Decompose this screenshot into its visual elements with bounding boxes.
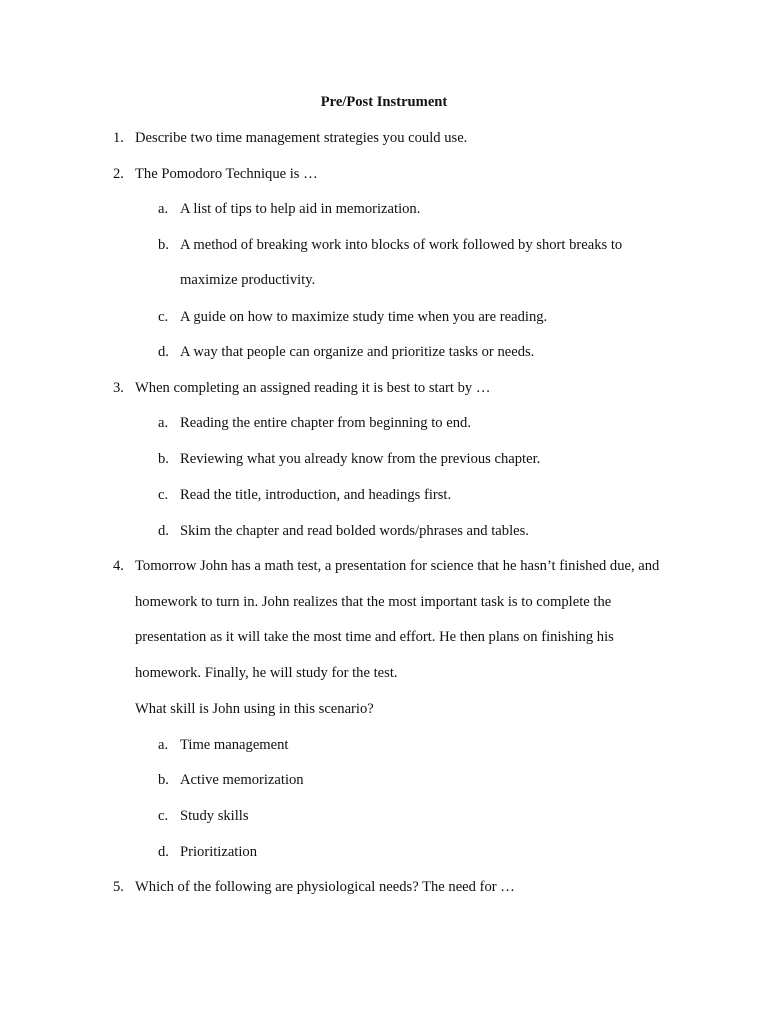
- option-letter: a.: [158, 415, 169, 431]
- question-number: 1.: [113, 130, 124, 146]
- option-letter: c.: [158, 808, 169, 824]
- option-text: Reading the entire chapter from beginning to end.: [180, 415, 471, 431]
- option-letter: a.: [158, 737, 169, 753]
- option-letter: c.: [158, 487, 169, 503]
- option-letter: d.: [158, 523, 169, 539]
- question-text: Which of the following are physiological needs? The need for …: [135, 879, 515, 895]
- question-number: 5.: [113, 879, 124, 895]
- option-text: Study skills: [180, 808, 249, 824]
- question-text: homework. Finally, he will study for the test.: [135, 665, 398, 681]
- page-title: Pre/Post Instrument: [320, 94, 448, 110]
- option-letter: b.: [158, 772, 169, 788]
- question-text: Tomorrow John has a math test, a presentation for science that he hasn’t finished due, and: [135, 558, 660, 574]
- option-text: Prioritization: [180, 844, 258, 860]
- option-letter: b.: [158, 451, 169, 467]
- option-text: A guide on how to maximize study time when you are reading.: [180, 309, 548, 325]
- option-text: Time management: [180, 737, 289, 753]
- question-number: 2.: [113, 166, 124, 182]
- option-letter: a.: [158, 201, 169, 217]
- option-text: A way that people can organize and prioritize tasks or needs.: [180, 344, 535, 360]
- option-letter: d.: [158, 344, 169, 360]
- question-number: 4.: [113, 558, 124, 574]
- option-letter: c.: [158, 309, 169, 325]
- question-text: The Pomodoro Technique is …: [135, 166, 318, 182]
- question-text: Describe two time management strategies you could use.: [135, 130, 468, 146]
- question-text: homework to turn in. John realizes that the most important task is to complete the: [135, 594, 612, 610]
- option-text: Read the title, introduction, and headings first.: [180, 487, 452, 503]
- option-text: Reviewing what you already know from the previous chapter.: [180, 451, 541, 467]
- option-text: A list of tips to help aid in memorization.: [180, 201, 421, 217]
- option-text: Active memorization: [180, 772, 304, 788]
- question-number: 3.: [113, 380, 124, 396]
- option-letter: d.: [158, 844, 169, 860]
- question-prompt: What skill is John using in this scenario?: [135, 701, 374, 717]
- question-text: presentation as it will take the most time and effort. He then plans on finishing his: [135, 629, 614, 645]
- option-text: maximize productivity.: [180, 272, 316, 288]
- option-letter: b.: [158, 237, 169, 253]
- question-text: When completing an assigned reading it is best to start by …: [135, 380, 491, 396]
- option-text: A method of breaking work into blocks of work followed by short breaks to: [180, 237, 623, 253]
- option-text: Skim the chapter and read bolded words/phrases and tables.: [180, 523, 529, 539]
